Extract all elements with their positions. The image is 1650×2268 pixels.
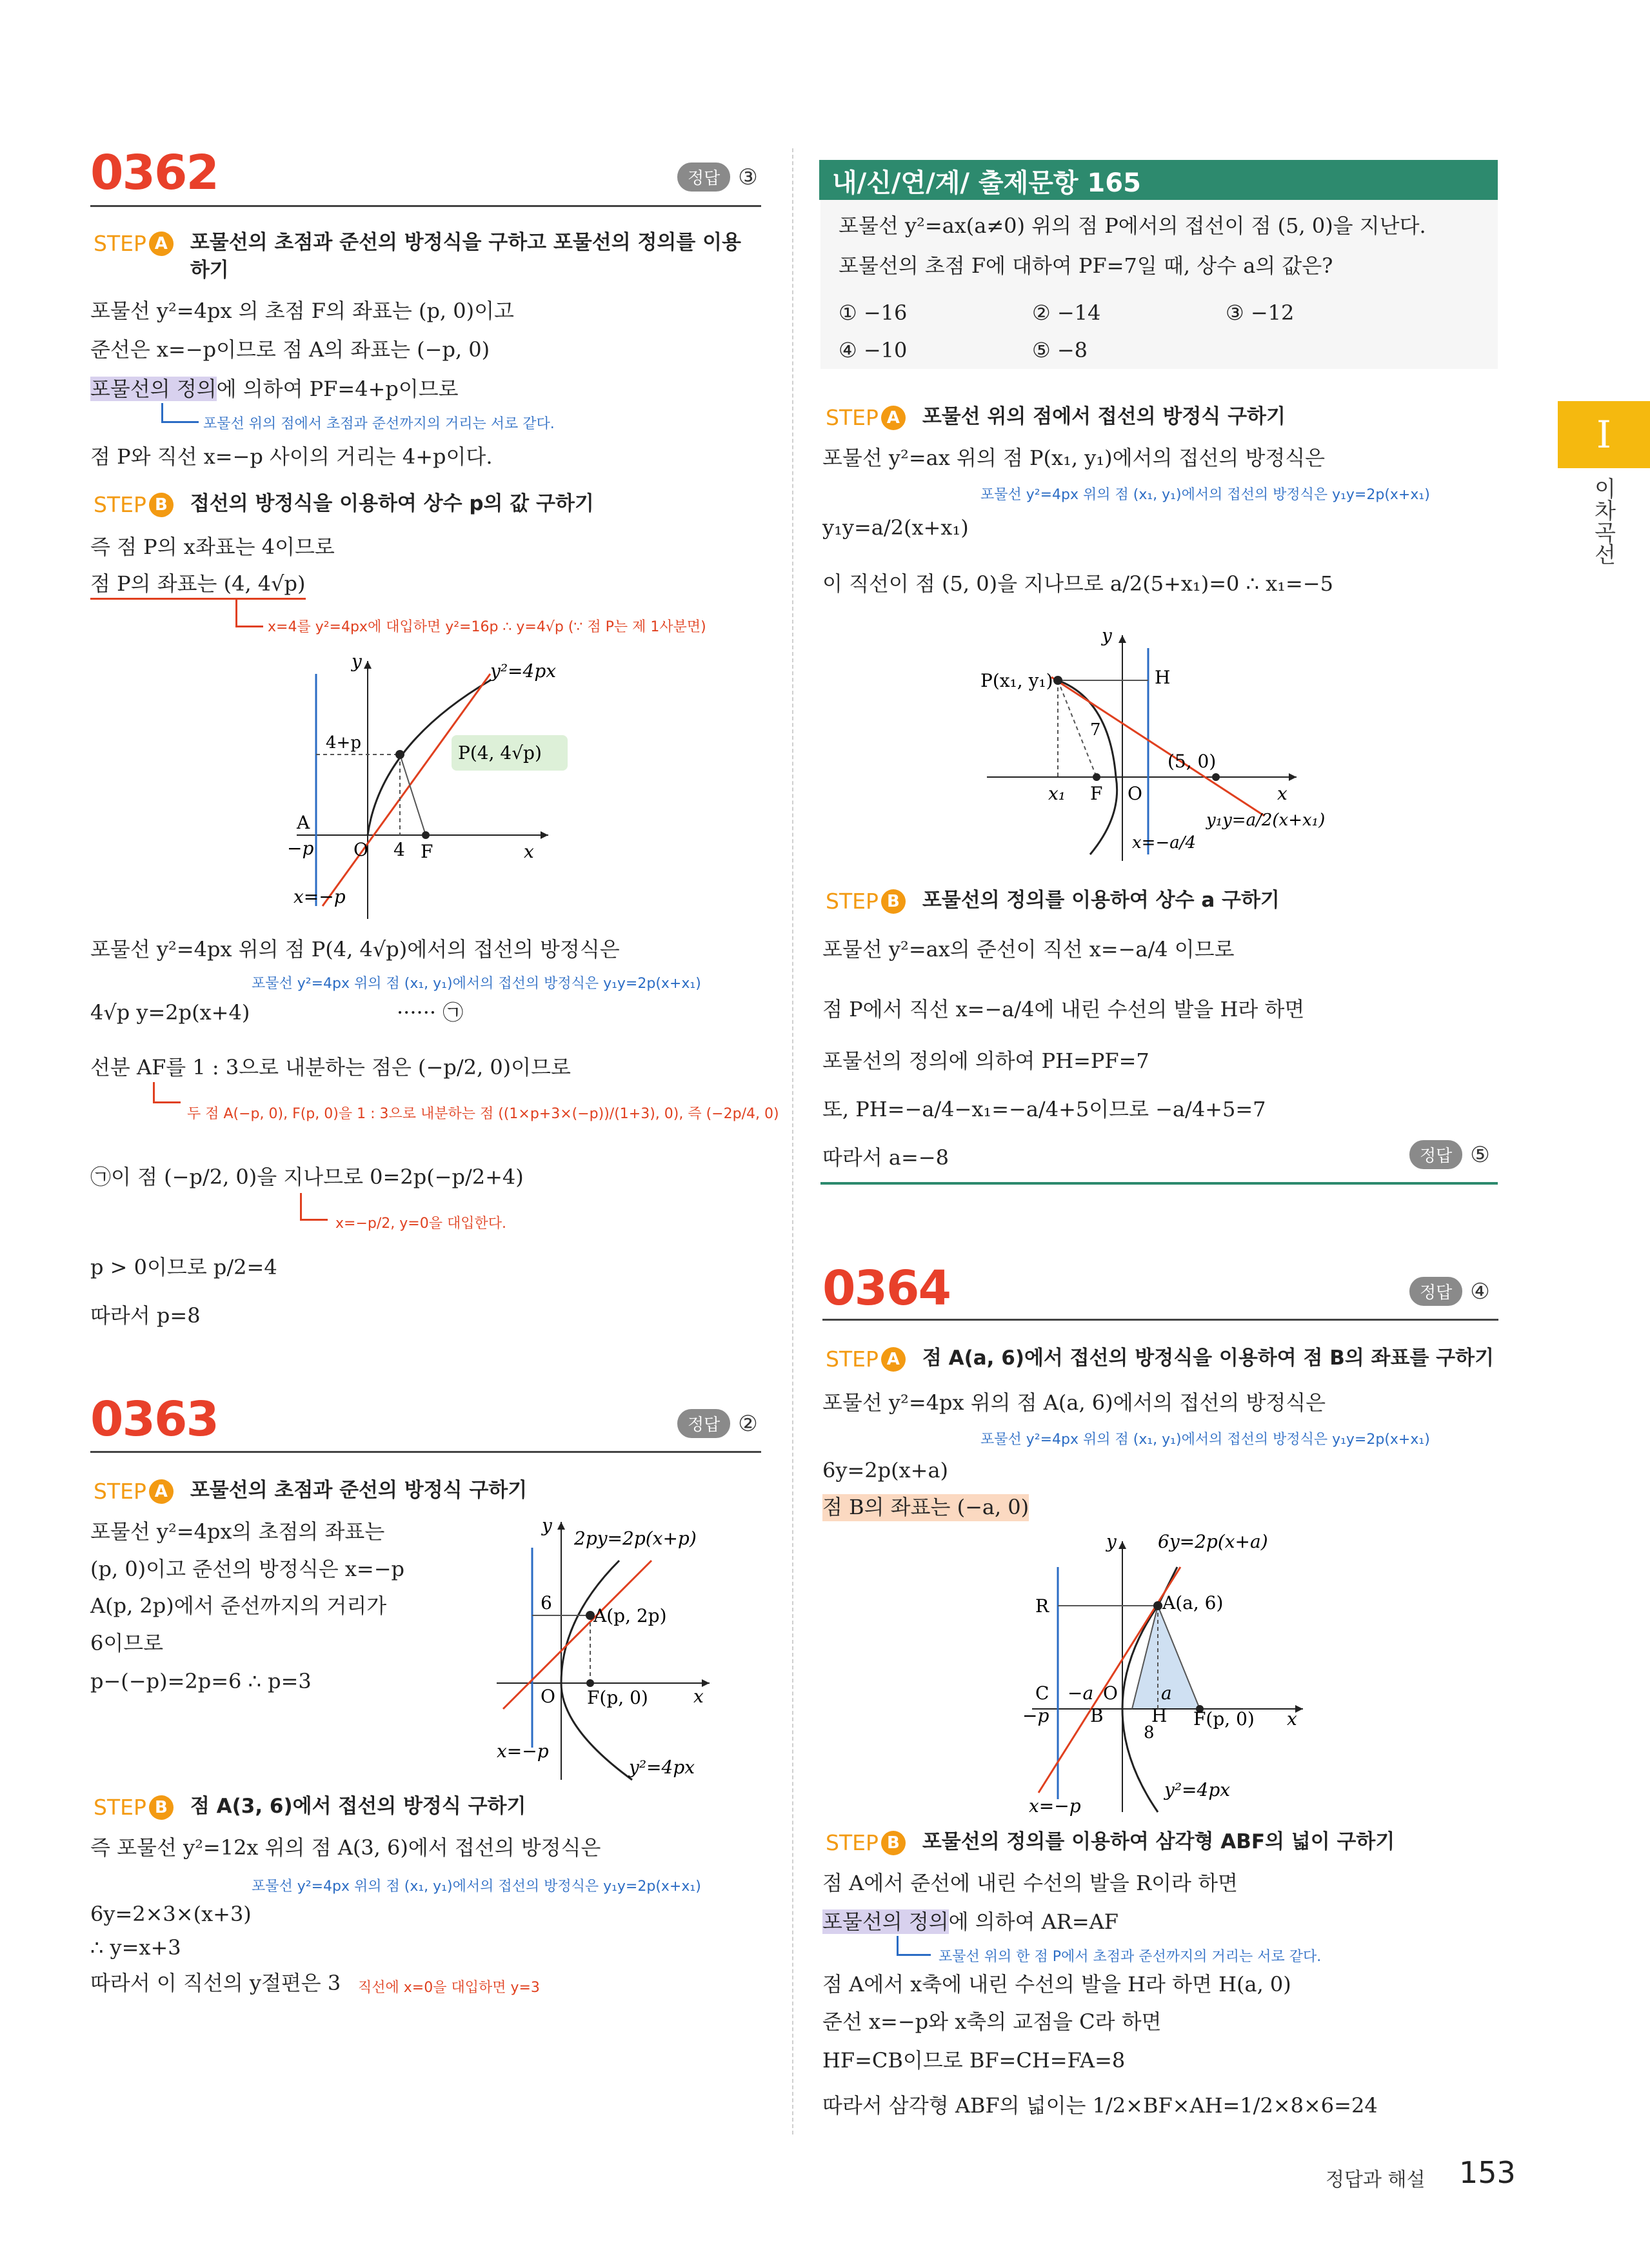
- graph-label: A(a, 6): [1162, 1592, 1224, 1613]
- graph-label: x: [1287, 1708, 1297, 1730]
- graph-label: 7: [1090, 720, 1101, 740]
- step-tag: STEP B: [94, 490, 174, 520]
- text-line: 포물선 y²=4px 의 초점 F의 좌표는 (p, 0)이고: [90, 299, 514, 323]
- annotation: 두 점 A(−p, 0), F(p, 0)을 1 : 3으로 내분하는 점 ((1×p+3×(−p))/(1+3), 0), 즉 (−2p/4, 0): [187, 1106, 779, 1122]
- text-line: y₁y=a/2(x+x₁): [822, 515, 969, 540]
- text-line: A(p, 2p)에서 준선까지의 거리가: [90, 1593, 387, 1618]
- text-line: 포물선 y²=4px 위의 점 A(a, 6)에서의 접선의 방정식은: [822, 1390, 1326, 1415]
- step-a-0362: [94, 229, 764, 285]
- graph-label: O: [1103, 1682, 1118, 1704]
- step-title: 포물선의 초점과 준선의 방정식을 구하고 포물선의 정의를 이용하기: [190, 231, 742, 282]
- step-tag: STEP A: [826, 1345, 906, 1374]
- option: ① −16: [839, 301, 908, 325]
- annotation: 포물선 y²=4px 위의 점 (x₁, y₁)에서의 접선의 방정식은 y₁y=2p(x+x₁): [980, 1432, 1430, 1448]
- graph-label: x=−a/4: [1132, 833, 1197, 853]
- step-b-0362: [94, 490, 594, 520]
- graph-165: [968, 622, 1367, 867]
- graph-label: −p: [287, 838, 314, 859]
- text-line: 준선은 x=−p이므로 점 A의 좌표는 (−p, 0): [90, 337, 490, 362]
- graph-label: F(p, 0): [1193, 1708, 1255, 1730]
- text-line: 또, PH=−a/4−x₁=−a/4+5이므로 −a/4+5=7: [822, 1097, 1266, 1121]
- answer-badge-0362: [677, 163, 758, 192]
- step-title: 포물선의 정의를 이용하여 삼각형 ABF의 넓이 구하기: [922, 1830, 1395, 1853]
- text-line: 점 A에서 x축에 내린 수선의 발을 H라 하면 H(a, 0): [822, 1972, 1291, 1997]
- question-text: 포물선 y²=ax(a≠0) 위의 점 P에서의 접선이 점 (5, 0)을 지난다.: [839, 213, 1426, 238]
- graph-label: y: [542, 1515, 552, 1536]
- problem-number-0362: 0362: [90, 145, 218, 201]
- graph-label: O: [1128, 783, 1142, 804]
- step-title: 포물선의 정의를 이용하여 상수 a 구하기: [922, 889, 1280, 912]
- step-title: 접선의 방정식을 이용하여 상수 p의 값 구하기: [190, 492, 594, 515]
- graph-label: C: [1035, 1682, 1049, 1704]
- graph-label: y²=4px: [629, 1757, 695, 1778]
- step-a-0364: [826, 1345, 1494, 1374]
- text-line: 준선 x=−p와 x축의 교점을 C라 하면: [822, 2009, 1162, 2034]
- graph-label: x: [1277, 783, 1287, 804]
- graph-0362: [277, 648, 613, 925]
- annotation: 포물선 y²=4px 위의 점 (x₁, y₁)에서의 접선의 방정식은 y₁y=2p(x+x₁): [252, 1878, 701, 1895]
- answer-badge-0364: [1409, 1277, 1490, 1306]
- graph-label: x: [693, 1686, 704, 1707]
- option: ⑤ −8: [1032, 338, 1088, 362]
- answer-value: ⑤: [1470, 1141, 1490, 1168]
- answer-label: 정답: [1409, 1140, 1462, 1169]
- graph-label: −a: [1068, 1682, 1094, 1704]
- chapter-label: 이차곡선: [1590, 477, 1616, 565]
- graph-label: O: [353, 839, 368, 860]
- annotation: 포물선 위의 점에서 초점과 준선까지의 거리는 서로 같다.: [203, 416, 555, 432]
- graph-label: F: [421, 841, 433, 862]
- question-text: 포물선의 초점 F에 대하여 PF=7일 때, 상수 a의 값은?: [839, 253, 1333, 278]
- divider: [90, 1451, 761, 1453]
- footer-label: 정답과 해설: [1326, 2169, 1426, 2191]
- graph-label: x₁: [1048, 783, 1066, 804]
- option: ② −14: [1032, 301, 1101, 325]
- graph-label: x: [524, 841, 534, 862]
- annotation: 포물선 y²=4px 위의 점 (x₁, y₁)에서의 접선의 방정식은 y₁y=2p(x+x₁): [252, 976, 701, 992]
- step-a-0363: [94, 1477, 527, 1506]
- graph-label: H: [1155, 667, 1171, 688]
- text-line: 점 A에서 준선에 내린 수선의 발을 R이라 하면: [822, 1871, 1238, 1895]
- graph-label: F(p, 0): [587, 1687, 648, 1708]
- text-line: ㉠이 점 (−p/2, 0)을 지나므로 0=2p(−p/2+4): [90, 1165, 524, 1189]
- step-a-165: [826, 403, 1286, 433]
- annotation: x=−p/2, y=0을 대입한다.: [335, 1216, 506, 1232]
- graph-label: H: [1151, 1705, 1168, 1726]
- graph-label: x=−p: [497, 1740, 549, 1762]
- text-line: 포물선 y²=ax 위의 점 P(x₁, y₁)에서의 접선의 방정식은: [822, 446, 1326, 470]
- step-tag: STEP A: [94, 229, 174, 259]
- annotation: 포물선 위의 한 점 P에서 초점과 준선까지의 거리는 서로 같다.: [939, 1949, 1322, 1965]
- column-separator: [792, 148, 795, 2135]
- option: ④ −10: [839, 338, 908, 362]
- graph-label: B: [1090, 1705, 1104, 1726]
- step-title: 포물선의 초점과 준선의 방정식 구하기: [190, 1479, 528, 1502]
- graph-label: 6: [541, 1592, 552, 1613]
- graph-label: x=−p: [293, 886, 346, 907]
- graph-label: a: [1161, 1682, 1172, 1704]
- text-line: 이 직선이 점 (5, 0)을 지나므로 a/2(5+x₁)=0 ∴ x₁=−5: [822, 571, 1333, 596]
- graph-label: 4+p: [326, 733, 361, 753]
- page-number: 153: [1459, 2155, 1516, 2190]
- graph-label: y: [352, 651, 362, 672]
- text-line: (p, 0)이고 준선의 방정식은 x=−p: [90, 1557, 405, 1581]
- text-line: 6이므로: [90, 1631, 164, 1655]
- answer-badge-0363: [677, 1409, 758, 1438]
- text-line: 즉 점 P의 x좌표는 4이므로: [90, 535, 335, 559]
- graph-label: 8: [1144, 1723, 1155, 1742]
- step-tag: STEP A: [94, 1477, 174, 1506]
- graph-label: A(p, 2p): [593, 1605, 667, 1626]
- graph-0363: [490, 1509, 761, 1786]
- question-title: 내/신/연/계/ 출제문항 165: [832, 168, 1141, 198]
- graph-label: y: [1106, 1531, 1117, 1552]
- text-line: 포물선 y²=4px 위의 점 P(4, 4√p)에서의 접선의 방정식은: [90, 937, 620, 961]
- text-line: 4√p y=2p(x+4): [90, 1000, 250, 1025]
- text-line: 포물선의 정의에 의하여 PF=4+p이므로: [90, 377, 459, 401]
- graph-label: 2py=2p(x+p): [574, 1528, 697, 1549]
- graph-label: 6y=2p(x+a): [1158, 1531, 1268, 1552]
- graph-label: −p: [1022, 1705, 1049, 1726]
- chapter-tab: I: [1558, 401, 1650, 468]
- answer-label: 정답: [1409, 1277, 1462, 1306]
- text-line: 따라서 이 직선의 y절편은 3: [90, 1971, 341, 1995]
- step-tag: STEP B: [826, 1828, 906, 1858]
- text-line: p−(−p)=2p=6 ∴ p=3: [90, 1669, 312, 1693]
- text-line: ······ ㉠: [397, 1000, 464, 1025]
- answer-value: ③: [738, 164, 758, 190]
- step-b-0364: [826, 1828, 1395, 1858]
- text-line: 포물선의 정의에 의하여 AR=AF: [822, 1909, 1118, 1934]
- text-line: p > 0이므로 p/2=4: [90, 1255, 277, 1279]
- step-title: 포물선 위의 점에서 접선의 방정식 구하기: [922, 405, 1286, 428]
- text-line: 따라서 p=8: [90, 1303, 201, 1328]
- answer-badge-165: [1409, 1140, 1490, 1169]
- text-line: ∴ y=x+3: [90, 1935, 181, 1960]
- text-line: 점 P의 좌표는 (4, 4√p): [90, 571, 306, 600]
- graph-label: A: [297, 812, 310, 833]
- text-line: HF=CB이므로 BF=CH=FA=8: [822, 2048, 1126, 2073]
- graph-0364: [1019, 1528, 1329, 1819]
- option: ③ −12: [1226, 301, 1295, 325]
- text-line: 포물선 y²=4px의 초점의 좌표는: [90, 1519, 385, 1544]
- step-title: 점 A(a, 6)에서 접선의 방정식을 이용하여 점 B의 좌표를 구하기: [922, 1346, 1495, 1370]
- text-line: 점 P에서 직선 x=−a/4에 내린 수선의 발을 H라 하면: [822, 997, 1305, 1021]
- graph-label: P(x₁, y₁): [980, 670, 1053, 691]
- graph-label: x=−p: [1029, 1795, 1081, 1817]
- graph-label: P(4, 4√p): [458, 742, 542, 764]
- text-line: 포물선 y²=ax의 준선이 직선 x=−a/4 이므로: [822, 937, 1235, 961]
- text-line: 포물선의 정의에 의하여 PH=PF=7: [822, 1049, 1149, 1073]
- step-tag: STEP B: [94, 1793, 174, 1822]
- text-line: 점 P와 직선 x=−p 사이의 거리는 4+p이다.: [90, 444, 493, 469]
- text-line: 선분 AF를 1 : 3으로 내분하는 점은 (−p/2, 0)이므로: [90, 1055, 571, 1080]
- problem-number-0363: 0363: [90, 1392, 218, 1447]
- step-title: 점 A(3, 6)에서 접선의 방정식 구하기: [190, 1795, 526, 1818]
- text-line: 따라서 삼각형 ABF의 넓이는 1/2×BF×AH=1/2×8×6=24: [822, 2093, 1378, 2118]
- answer-value: ②: [738, 1410, 758, 1437]
- text-line: 6y=2×3×(x+3): [90, 1902, 252, 1926]
- answer-value: ④: [1470, 1278, 1490, 1305]
- divider: [822, 1319, 1498, 1321]
- graph-label: y²=4px: [490, 660, 557, 682]
- step-tag: STEP B: [826, 887, 906, 916]
- step-b-165: [826, 887, 1280, 916]
- annotation: 직선에 x=0을 대입하면 y=3: [358, 1980, 540, 1996]
- graph-label: y²=4px: [1164, 1779, 1231, 1800]
- annotation: 포물선 y²=4px 위의 점 (x₁, y₁)에서의 접선의 방정식은 y₁y=2p(x+x₁): [980, 487, 1430, 503]
- graph-label: (5, 0): [1168, 751, 1217, 772]
- box-bottom-rule: [820, 1182, 1498, 1185]
- step-b-0363: [94, 1793, 526, 1822]
- answer-label: 정답: [677, 1409, 730, 1438]
- annotation: x=4를 y²=4px에 대입하면 y²=16p ∴ y=4√p (∵ 점 P는 제 1사분면): [268, 619, 706, 635]
- text-line: 6y=2p(x+a): [822, 1458, 948, 1483]
- divider: [90, 205, 761, 207]
- answer-label: 정답: [677, 163, 730, 192]
- graph-label: F: [1090, 783, 1103, 804]
- text-line: 따라서 a=−8: [822, 1145, 949, 1170]
- step-tag: STEP A: [826, 403, 906, 433]
- text-line: 즉 포물선 y²=12x 위의 점 A(3, 6)에서 접선의 방정식은: [90, 1835, 601, 1860]
- graph-label: y₁y=a/2(x+x₁): [1206, 811, 1326, 830]
- graph-label: y: [1102, 625, 1112, 646]
- text-line: 점 B의 좌표는 (−a, 0): [822, 1494, 1029, 1521]
- graph-label: R: [1035, 1595, 1049, 1617]
- graph-label: 4: [393, 839, 405, 860]
- problem-number-0364: 0364: [822, 1261, 950, 1316]
- graph-label: O: [541, 1686, 555, 1707]
